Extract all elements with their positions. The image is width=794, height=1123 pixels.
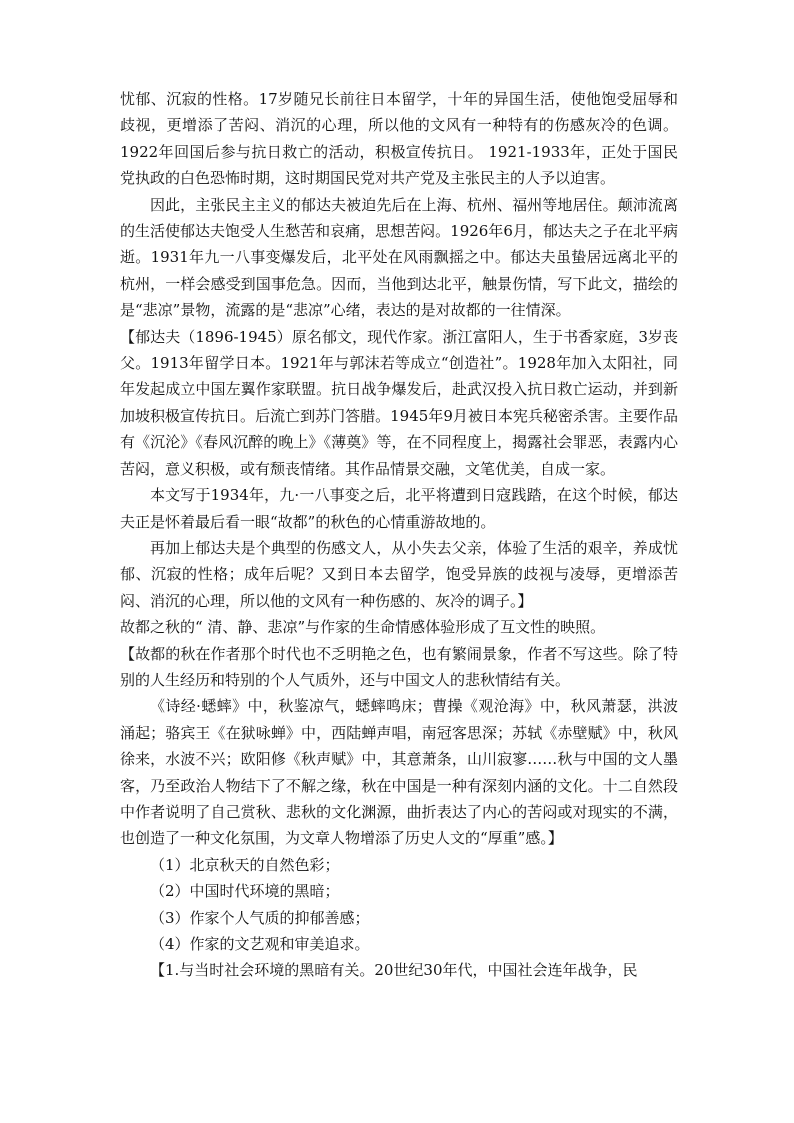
paragraph-author-bio: 【郁达夫（1896-1945）原名郁文，现代作家。浙江富阳人，生于书香家庭，3岁丧父。1913年留学日本。1921年与郭沫若等成立“创造社”。1928年加入太阳社，同年发起成立中国左翼作家联盟。抗日战争爆发后，赴武汉投入抗日救亡运动，并到新加坡积极宣传抗日。后流亡到苏门答腊。1945年9月被日本宪兵秘密杀害。主要作品有《沉沦》《春风沉醉的晚上》《薄奠》等，在不同程度上，揭露社会罪恶，表露内心苦闷，意义积极，或有颓丧情绪。其作品情景交融，文笔优美，自成一家。	[120, 327, 678, 478]
paragraph-4: 本文写于1934年，九·一八事变之后，北平将遭到日寇践踏，在这个时候，郁达夫正是怀着最后看一眼“故都”的秋色的心情重游故地的。	[120, 486, 678, 531]
paragraph-1: 忧郁、沉寂的性格。17岁随兄长前往日本留学，十年的异国生活，使他饱受屈辱和歧视，更增添了苦闷、消沉的心理，所以他的文风有一种特有的伤感灰冷的色调。1922年回国后参与抗日救亡的活动，积极宣传抗日。 1921-1933年，正处于国民党执政的白色恐怖时期，这时期国民党对共产党及主张民主的人予以迫害。	[120, 90, 678, 188]
document-page	[120, 86, 678, 984]
paragraph-2: 因此，主张民主主义的郁达夫被迫先后在上海、杭州、福州等地居住。颠沛流离的生活使郁达夫饱受人生愁苦和哀痛，思想苦闷。1926年6月，郁达夫之子在北平病逝。1931年九一八事变爆发后，北平处在风雨飘摇之中。郁达夫虽蛰居远离北平的杭州，一样会感受到国事危急。因而，当他到达北平，触景伤情，写下此文，描绘的是“悲凉”景物，流露的是“悲凉”心绪，表达的是对故都的一往情深。	[120, 195, 678, 320]
paragraph-7: 【故都的秋在作者那个时代也不乏明艳之色，也有繁闹景象，作者不写这些。除了特别的人生经历和特别的个人气质外，还与中国文人的悲秋情结有关。	[120, 644, 678, 689]
list-item-4: （4）作家的文艺观和审美追求。	[150, 935, 370, 953]
list-item-1: （1）北京秋天的自然色彩；	[150, 855, 340, 874]
paragraph-8: 《诗经·蟋蟀》中，秋鉴凉气，蟋蟀鸣床；曹操《观沧海》中，秋风萧瑟，洪波涌起；骆宾王《在狱咏蝉》中，西陆蝉声唱，南冠客思深；苏轼《赤壁赋》中，秋风徐来，水波不兴；欧阳修《秋声赋》中，其意萧条，山川寂寥……秋与中国的文人墨客，乃至政治人物结下了不解之缘，秋在中国是一种有深刻内涵的文化。十二自然段中作者说明了自己赏秋、悲秋的文化渊源，曲折表达了内心的苦闷或对现实的不满，也创造了一种文化氛围，为文章人物增添了历史人文的“厚重”感。】	[120, 697, 678, 848]
list-item-2: （2）中国时代环境的黑暗；	[150, 882, 340, 901]
paragraph-5: 再加上郁达夫是个典型的伤感文人，从小失去父亲，体验了生活的艰辛，养成忧郁、沉寂的性格；成年后呢？又到日本去留学，饱受异族的歧视与凌辱，更增添苦闷、消沉的心理，所以他的文风有一种伤感的、灰冷的调子。】	[120, 538, 678, 610]
list-item-3: （3）作家个人气质的抑郁善感；	[150, 908, 370, 927]
paragraph-6: 故都之秋的“ 清、静、悲凉”与作家的生命情感体验形成了互文性的映照。	[120, 618, 606, 637]
paragraph-last: 【1.与当时社会环境的黑暗有关。20世纪30年代，中国社会连年战争，民	[150, 961, 638, 980]
